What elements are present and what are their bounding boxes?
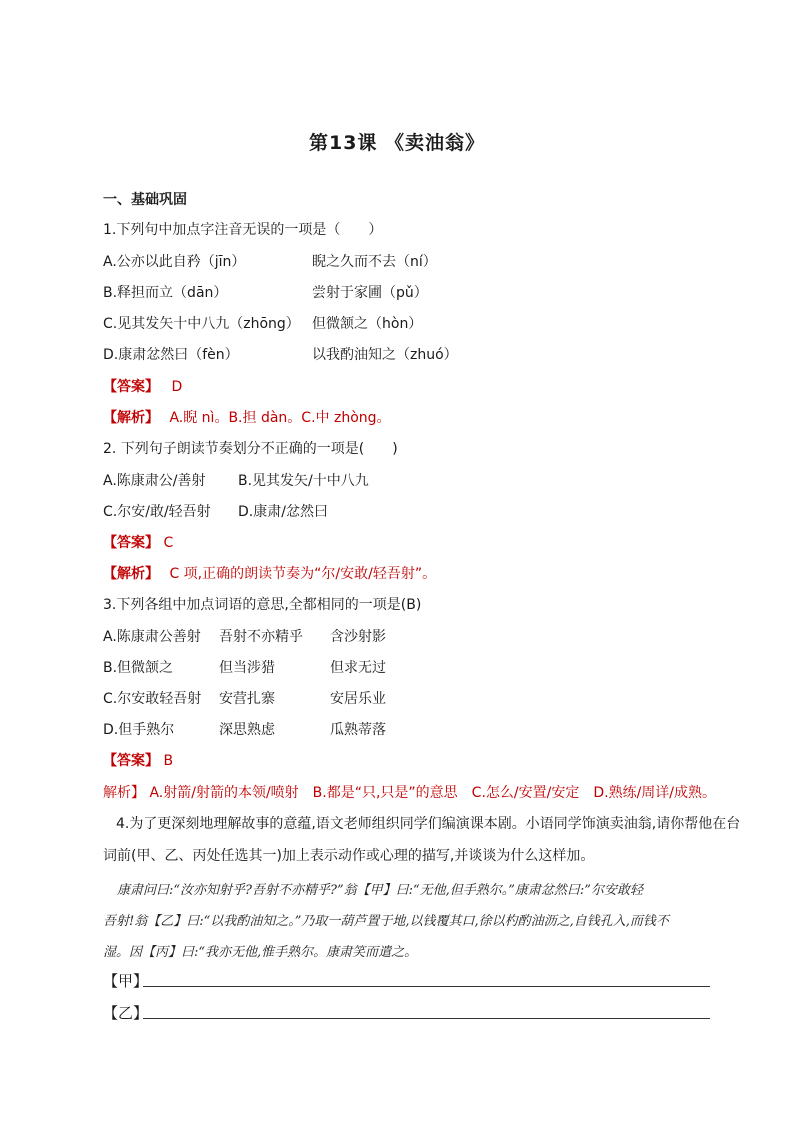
q3-option-a (103, 628, 703, 646)
q1-option-b (103, 284, 703, 302)
q2-answer (103, 534, 173, 552)
q3-option-d-3: 瓜熟蒂落 (330, 722, 386, 738)
q1-option-c (103, 315, 703, 333)
q2-analysis (103, 565, 436, 583)
q1-option-d (103, 346, 703, 364)
q1-option-d-right: 以我酌油知之（zhuó） (312, 347, 458, 363)
blank-yi-line[interactable] (143, 1018, 710, 1019)
passage-line-3: 湿。因【丙】曰:“我亦无他,惟手熟尔。康肃笑而遣之。 (103, 945, 418, 960)
q1-stem: 1.下列句中加点字注音无误的一项是（ ） (103, 222, 383, 238)
answer-value: D (171, 379, 183, 395)
q3-option-b (103, 659, 703, 677)
page-title: 第13课 《卖油翁》 (308, 132, 486, 154)
q2-option-a: A.陈康肃公/善射 (103, 473, 206, 489)
q1-option-b-right: 尝射于家圃（pǔ） (312, 285, 428, 301)
q3-option-a-2: 吾射不亦精乎 (219, 629, 303, 645)
q1-option-b-left: B.释担而立（dān） (103, 285, 228, 301)
analysis-text: A.射箭/射箭的本领/喷射 B.都是“只,只是”的意思 C.怎么/安置/安定 D.熟练/周详/成熟。 (149, 785, 716, 801)
q3-option-a-1: A.陈康肃公善射 (103, 629, 201, 645)
blank-jia-label: 【甲】 (103, 972, 149, 990)
q3-option-d (103, 721, 703, 739)
q3-option-b-2: 但当涉猎 (219, 660, 275, 676)
q1-analysis (103, 409, 391, 427)
answer-label: 【答案】 (103, 753, 159, 769)
q2-stem: 2. 下列句子朗读节奏划分不正确的一项是( ) (103, 441, 398, 457)
analysis-text: A.睨 nì。B.担 dàn。C.中 zhòng。 (169, 410, 391, 426)
q1-option-a-right: 睨之久而不去（ní） (312, 254, 437, 270)
q3-answer (103, 752, 173, 770)
q3-option-c-2: 安营扎寨 (219, 691, 275, 707)
q1-option-a-left: A.公亦以此自矜（jīn） (103, 254, 246, 270)
answer-label: 【答案】 (103, 379, 159, 395)
q4-stem-line2: 词前(甲、乙、丙处任选其一)加上表示动作或心理的描写,并谈谈为什么这样加。 (103, 848, 595, 864)
blank-jia-line[interactable] (143, 986, 710, 987)
q3-option-b-1: B.但微颔之 (103, 660, 174, 676)
analysis-label: 【解析】 (103, 566, 159, 582)
answer-value: C (163, 535, 174, 551)
q2-option-b: B.见其发矢/十中八九 (238, 473, 369, 489)
answer-label: 【答案】 (103, 535, 159, 551)
q1-option-d-left: D.康肃忿然曰（fèn） (103, 347, 239, 363)
q3-option-c-3: 安居乐业 (330, 691, 386, 707)
q1-answer (103, 378, 182, 396)
analysis-text: C 项,正确的朗读节奏为“尔/安敢/轻吾射”。 (169, 566, 437, 582)
q1-option-c-left: C.见其发矢十中八九（zhōng） (103, 316, 300, 332)
q2-option-d: D.康肃/忿然曰 (238, 504, 328, 520)
q2-options-row2 (103, 503, 703, 521)
q3-analysis (103, 784, 716, 802)
section-heading: 一、基础巩固 (103, 192, 187, 208)
q3-option-a-3: 含沙射影 (330, 629, 386, 645)
q4-stem-line1: 4.为了更深刻地理解故事的意蕴,语文老师组织同学们编演课本剧。小语同学饰演卖油翁,请你帮他在台 (116, 816, 741, 832)
analysis-label: 【解析】 (103, 410, 159, 426)
q3-option-d-2: 深思熟虑 (219, 722, 275, 738)
q2-option-c: C.尔安/敢/轻吾射 (103, 504, 211, 520)
q3-stem: 3.下列各组中加点词语的意思,全都相同的一项是(B) (103, 597, 422, 613)
q1-option-c-right: 但微颔之（hòn） (312, 316, 423, 332)
passage-line-2: 吾射!翁【乙】曰:“以我酌油知之。”乃取一葫芦置于地,以钱覆其口,徐以杓酌油沥之,自钱孔入,而钱不 (103, 914, 669, 929)
passage-line-1: 康肃问曰:“汝亦知射乎?吾射不亦精乎?”翁【甲】曰:“无他,但手熟尔。”康肃忿然曰:”尔安敢轻 (117, 883, 643, 898)
blank-yi-label: 【乙】 (103, 1004, 149, 1022)
answer-value: B (163, 753, 174, 769)
analysis-label: 解析】 (103, 785, 145, 801)
q3-option-b-3: 但求无过 (330, 660, 386, 676)
q2-options-row1 (103, 472, 703, 490)
q3-option-c (103, 690, 703, 708)
q1-option-a (103, 253, 703, 271)
q3-option-d-1: D.但手熟尔 (103, 722, 175, 738)
q3-option-c-1: C.尔安敢轻吾射 (103, 691, 202, 707)
q4-passage (103, 875, 723, 968)
